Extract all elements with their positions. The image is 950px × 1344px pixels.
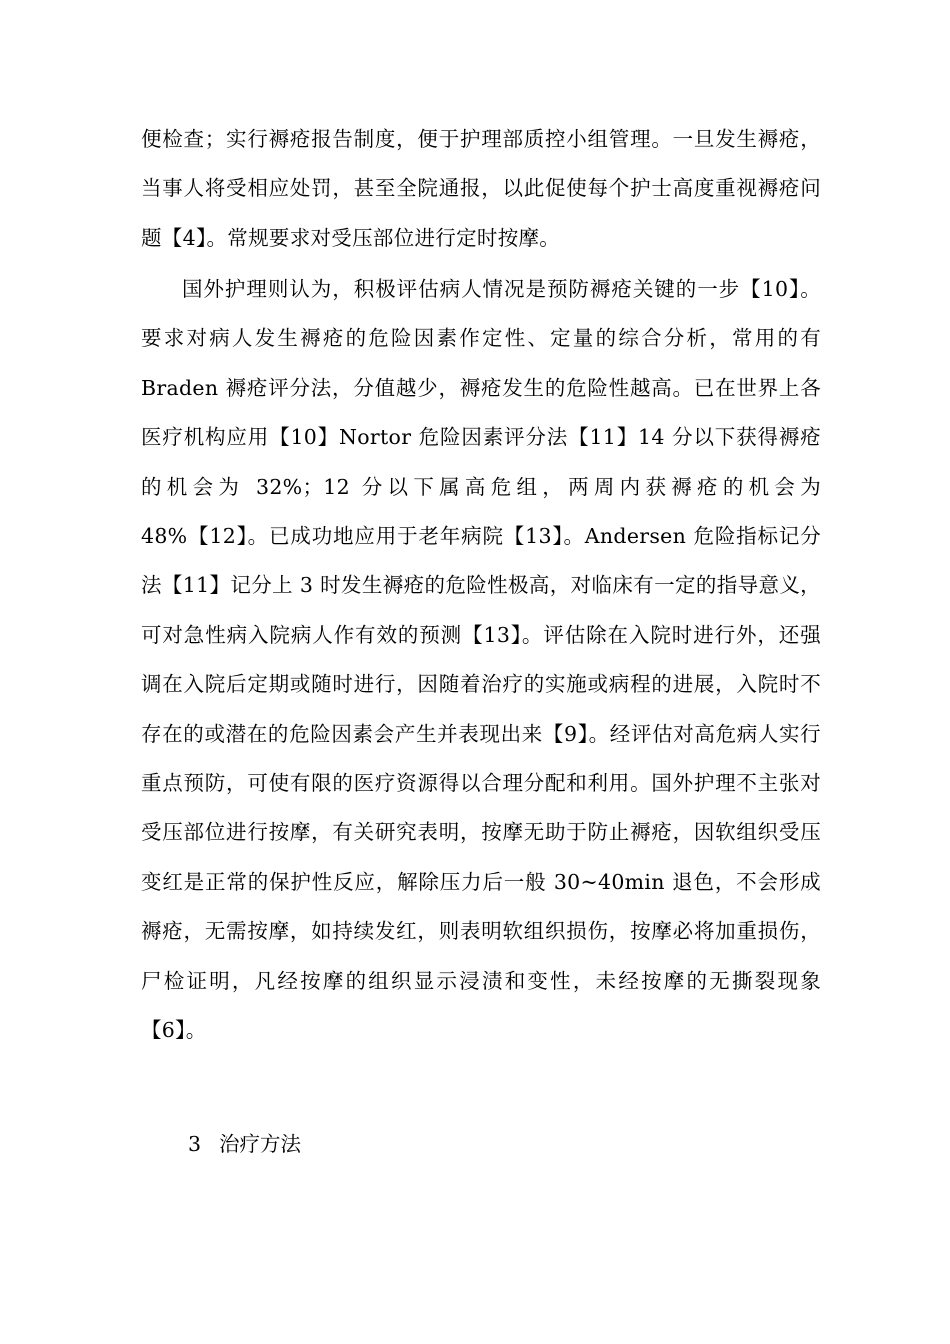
- paragraph-pressure-ulcer-reporting: 便检查；实行褥疮报告制度，便于护理部质控小组管理。一旦发生褥疮，当事人将受相应处罚，甚至全院通报，以此促使每个护士高度重视褥疮问题【4】。常规要求对受压部位进行定时按摩。: [141, 127, 821, 250]
- section-title: 治疗方法: [219, 1132, 302, 1156]
- paragraph-foreign-nursing-assessment: 国外护理则认为，积极评估病人情况是预防褥疮关键的一步【10】。要求对病人发生褥疮的危险因素作定性、定量的综合分析，常用的有 Braden 褥疮评分法，分值越少，褥疮发生的危险性越高。已在世界上各医疗机构应用【10】Nortor 危险因素评分法【11】14 分以下获得褥疮的机会为 32%；12 分以下属高危组，两周内获褥疮的机会为 48%【12】。已成功地应用于老年病院【13】。Andersen 危险指标记分法【11】记分上 3 时发生褥疮的危险性极高，对临床有一定的指导意义，可对急性病入院病人作有效的预测【13】。评估除在入院时进行外，还强调在入院后定期或随时进行，因随着治疗的实施或病程的进展，入院时不存在的或潜在的危险因素会产生并表现出来【9】。经评估对高危病人实行重点预防，可使有限的医疗资源得以合理分配和利用。国外护理不主张对受压部位进行按摩，有关研究表明，按摩无助于防止褥疮，因软组织受压变红是正常的保护性反应，解除压力后一般 30~40min 退色，不会形成褥疮，无需按摩，如持续发红，则表明软组织损伤，按摩必将加重损伤，尸检证明，凡经按摩的组织显示浸渍和变性，未经按摩的无撕裂现象【6】。: [141, 277, 821, 1043]
- section-heading: [188, 1120, 301, 1169]
- section-number: 3: [188, 1132, 202, 1156]
